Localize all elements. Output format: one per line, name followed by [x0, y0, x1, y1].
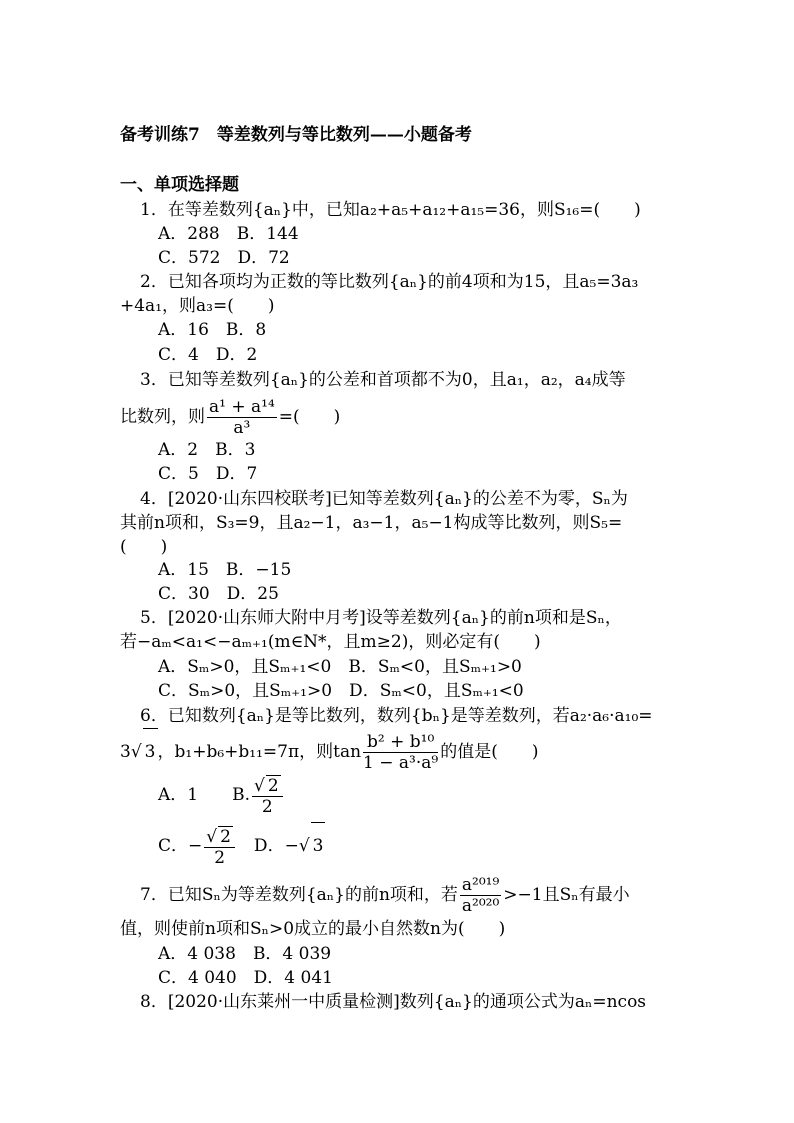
question-3-stem-line2: [120, 394, 340, 440]
question-7-stem-prefix: 7．已知Sₙ为等差数列{aₙ}的前n项和，若: [140, 885, 458, 905]
sqrt-symbol-icon: √: [298, 836, 310, 856]
question-4-options-ab: A．15 B．−15: [158, 560, 292, 580]
question-7-fraction-denominator: a²⁰²⁰: [461, 896, 500, 916]
question-6-option-c-denominator: 2: [214, 847, 226, 868]
question-1-options-cd: C．572 D．72: [158, 248, 290, 268]
question-6-stem-line1: 6．已知数列{aₙ}是等比数列，数列{bₙ}是等差数列，若a₂·a₆·a₁₀=: [140, 706, 653, 726]
question-5-stem-line2: 若−aₘ<a₁<−aₘ₊₁(m∈N*，且m≥2)，则必定有( ): [120, 632, 541, 652]
question-5-options-cd: C．Sₘ>0，且Sₘ₊₁>0 D．Sₘ<0，且Sₘ₊₁<0: [158, 681, 524, 701]
question-2-options-ab: A．16 B．8: [158, 320, 267, 340]
question-4-options-cd: C．30 D．25: [158, 584, 279, 604]
question-6-options-cd: [158, 822, 325, 869]
question-6-options-ab: [158, 772, 285, 818]
question-7-options-cd: C．4 040 D．4 041: [158, 968, 333, 988]
question-2-options-cd: C．4 D．2: [158, 345, 258, 365]
question-7-stem-suffix: >−1且Sₙ有最小: [503, 885, 630, 905]
question-4-stem-line3: ( ): [120, 537, 168, 557]
question-7-stem-line1: [140, 872, 630, 918]
question-2-stem-line1: 2．已知各项均为正数的等比数列{aₙ}的前4项和为15，且a₅=3a₃: [140, 272, 639, 292]
question-3-stem-line1: 3．已知等差数列{aₙ}的公差和首项都不为0，且a₁，a₂，a₄成等: [140, 370, 626, 390]
sqrt-symbol-icon: √: [130, 742, 142, 762]
question-7-options-ab: A．4 038 B．4 039: [158, 944, 332, 964]
question-6-stem-three: 3: [120, 742, 131, 762]
question-6-stem-suffix: 的值是( ): [440, 742, 539, 762]
question-6-fraction: [363, 732, 438, 773]
question-6-option-b-denominator: 2: [261, 796, 273, 817]
question-5-stem-line1: 5．[2020·山东师大附中月考]设等差数列{aₙ}的前n项和是Sₙ，: [140, 608, 622, 628]
question-2-stem-line2: +4a₁，则a₃=( ): [120, 296, 275, 316]
sqrt-symbol-icon: √: [254, 775, 265, 796]
question-4-stem-line1: 4．[2020·山东四校联考]已知等差数列{aₙ}的公差不为零，Sₙ为: [140, 489, 628, 509]
question-6-option-b-numerator: [252, 775, 283, 797]
question-6-sqrt3: 3: [143, 728, 158, 775]
question-6-option-b-fraction: [252, 775, 283, 817]
page-title: 备考训练7 等差数列与等比数列——小题备考: [120, 125, 472, 145]
question-7-fraction: [460, 875, 501, 916]
question-6-option-c-text: C．−: [158, 836, 203, 856]
question-6-fraction-denominator: 1 − a³·a⁹: [363, 753, 439, 773]
question-6-fraction-numerator: b² + b¹⁰: [363, 732, 438, 753]
question-3-stem-suffix: =( ): [278, 407, 341, 427]
question-7-fraction-numerator: a²⁰¹⁹: [461, 875, 500, 895]
question-6-option-d-sqrt3: 3: [311, 822, 326, 869]
question-3-fraction-numerator: a¹ + a¹⁴: [209, 397, 275, 417]
question-7-stem-line2: 值，则使前n项和Sₙ>0成立的最小自然数n为( ): [120, 919, 506, 939]
question-3-stem-prefix: 比数列，则: [120, 407, 205, 427]
question-1-options-ab: A．288 B．144: [158, 224, 299, 244]
question-4-stem-line2: 其前n项和，S₃=9，且a₂−1，a₃−1，a₅−1构成等比数列，则S₅=: [120, 513, 623, 533]
question-8-stem-line1: 8．[2020·山东莱州一中质量检测]数列{aₙ}的通项公式为aₙ=ncos: [140, 992, 647, 1012]
question-6-option-c-numerator: [204, 826, 235, 848]
question-6-option-d-text: D．−: [236, 836, 299, 856]
question-3-fraction-denominator: a³: [233, 418, 251, 438]
question-3-options-ab: A．2 B．3: [158, 440, 256, 460]
question-6-option-b-sqrt2: 2: [267, 775, 279, 796]
question-1-stem: 1．在等差数列{aₙ}中，已知a₂+a₅+a₁₂+a₁₅=36，则S₁₆=( ): [140, 200, 641, 220]
sqrt-symbol-icon: √: [206, 826, 218, 847]
question-5-options-ab: A．Sₘ>0，且Sₘ₊₁<0 B．Sₘ<0，且Sₘ₊₁>0: [158, 657, 522, 677]
question-6-option-c-fraction: [204, 826, 235, 868]
question-3-options-cd: C．5 D．7: [158, 464, 258, 484]
question-6-option-c-sqrt2: 2: [220, 826, 231, 847]
question-6-option-ab-text: A．1 B.: [158, 785, 250, 805]
section-heading: 一、单项选择题: [120, 175, 239, 195]
question-6-stem-line2: [120, 728, 538, 775]
question-6-stem-mid: ，b₁+b₆+b₁₁=7π，则tan: [157, 742, 362, 762]
question-3-fraction: [207, 397, 277, 438]
